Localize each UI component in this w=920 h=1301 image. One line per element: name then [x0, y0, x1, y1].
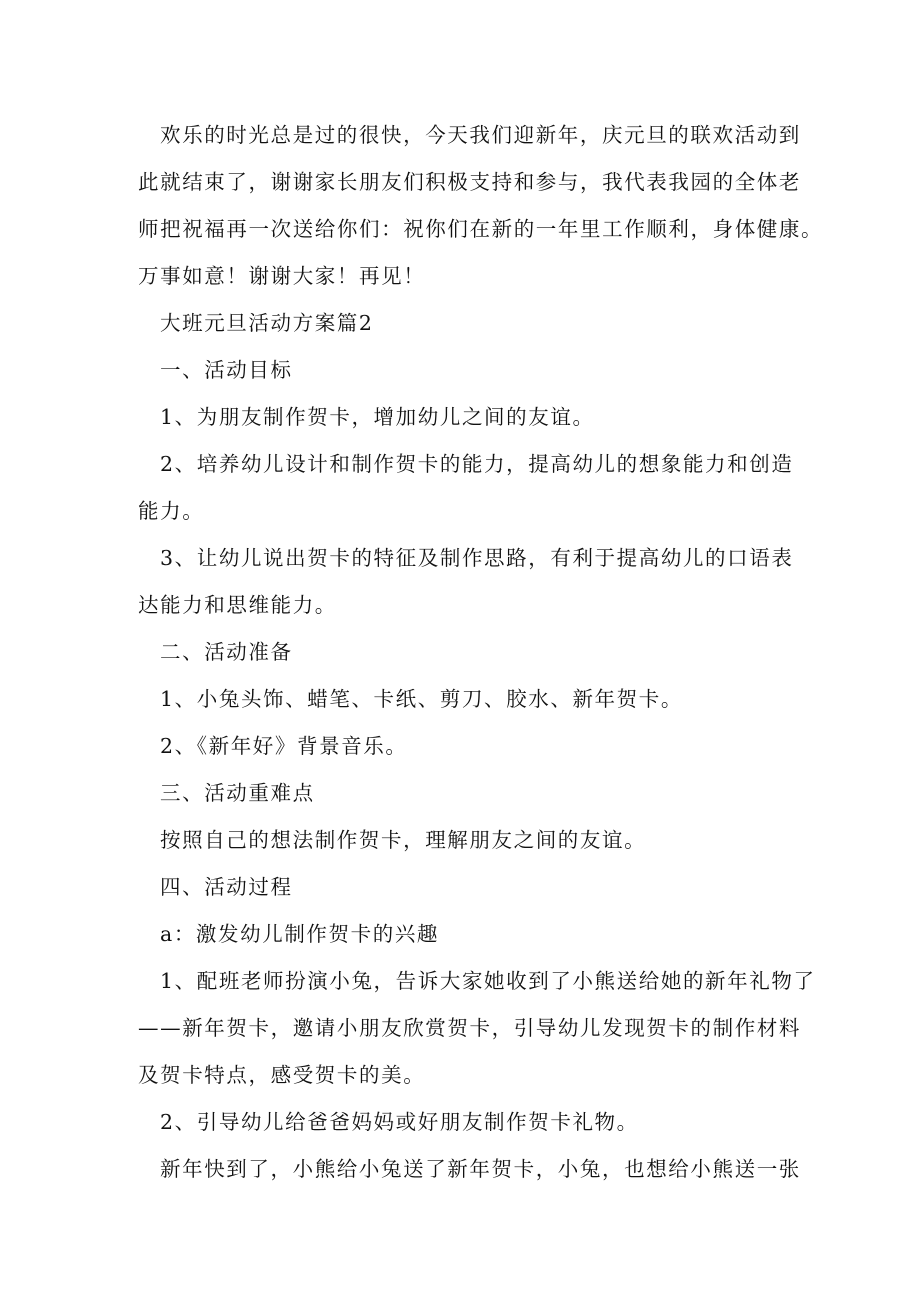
text-line: 3、让幼儿说出贺卡的特征及制作思路，有利于提高幼儿的口语表 — [160, 546, 794, 570]
paragraph — [138, 864, 798, 911]
paragraph — [138, 958, 816, 1099]
paragraph — [138, 1099, 798, 1146]
text-line: 一、活动目标 — [160, 358, 293, 382]
text-line: 此就结束了，谢谢家长朋友们积极支持和参与，我代表我园的全体老 — [138, 170, 801, 194]
paragraph — [138, 394, 798, 441]
paragraph — [138, 1146, 801, 1193]
paragraph — [138, 817, 798, 864]
paragraph — [138, 911, 798, 958]
text-line: 2、培养幼儿设计和制作贺卡的能力，提高幼儿的想象能力和创造 — [160, 452, 794, 476]
text-line: 2、引导幼儿给爸爸妈妈或好朋友制作贺卡礼物。 — [160, 1110, 639, 1134]
paragraph — [138, 723, 798, 770]
paragraph — [138, 300, 798, 347]
text-line: 1、小兔头饰、蜡笔、卡纸、剪刀、胶水、新年贺卡。 — [160, 687, 683, 711]
text-line: 及贺卡特点，感受贺卡的美。 — [138, 1063, 426, 1087]
text-line: ——新年贺卡，邀请小朋友欣赏贺卡，引导幼儿发现贺卡的制作材料 — [138, 1016, 801, 1040]
text-line: 大班元旦活动方案篇2 — [160, 311, 374, 335]
text-line: 三、活动重难点 — [160, 781, 315, 805]
paragraph — [138, 676, 798, 723]
paragraph — [138, 112, 824, 300]
text-line: 欢乐的时光总是过的很快，今天我们迎新年，庆元旦的联欢活动到 — [160, 123, 801, 147]
paragraph — [138, 629, 798, 676]
text-line: 1、为朋友制作贺卡，增加幼儿之间的友谊。 — [160, 405, 595, 429]
text-line: 按照自己的想法制作贺卡，理解朋友之间的友谊。 — [160, 828, 647, 852]
text-line: a：激发幼儿制作贺卡的兴趣 — [160, 922, 440, 946]
text-line: 达能力和思维能力。 — [138, 593, 337, 617]
text-line: 新年快到了，小熊给小兔送了新年贺卡，小兔，也想给小熊送一张 — [160, 1157, 801, 1181]
text-line: 二、活动准备 — [160, 640, 293, 664]
text-line: 万事如意！谢谢大家！再见！ — [138, 264, 426, 288]
text-line: 师把祝福再一次送给你们：祝你们在新的一年里工作顺利，身体健康。 — [138, 217, 824, 241]
paragraph — [138, 347, 798, 394]
text-line: 四、活动过程 — [160, 875, 293, 899]
document-body — [138, 112, 824, 1193]
text-line: 2、《新年好》背景音乐。 — [160, 734, 408, 758]
text-line: 能力。 — [138, 499, 205, 523]
paragraph — [138, 535, 798, 629]
paragraph — [138, 770, 798, 817]
paragraph — [138, 441, 798, 535]
text-line: 1、配班老师扮演小兔，告诉大家她收到了小熊送给她的新年礼物了 — [160, 969, 816, 993]
